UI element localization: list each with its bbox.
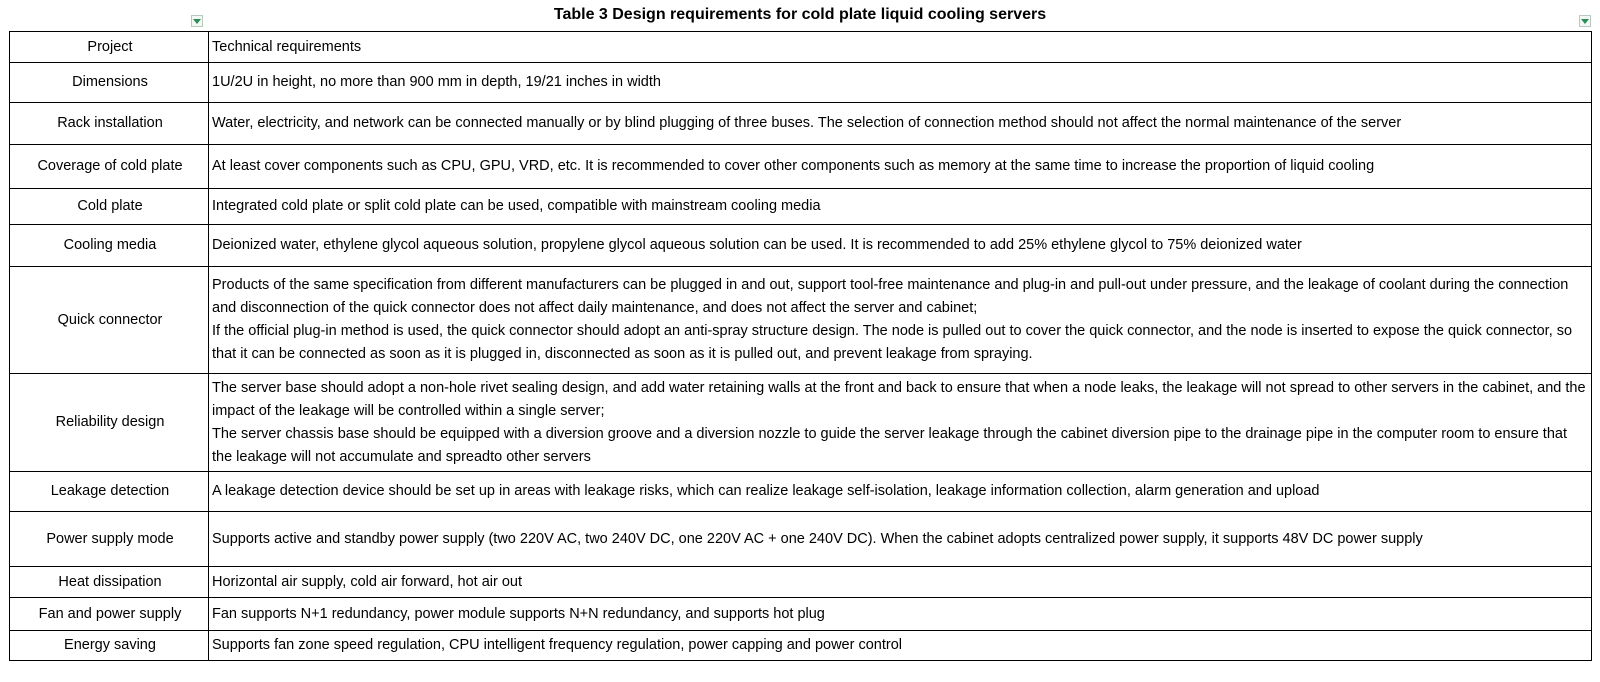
table-row bbox=[10, 567, 1592, 598]
header-technical-requirements: Technical requirements bbox=[209, 32, 1592, 63]
project-cell: Power supply mode bbox=[10, 512, 209, 567]
requirement-paragraph: The server chassis base should be equipped with a diversion groove and a diversion nozzle to guide the server leakage through the cabinet diversion pipe to the drainage pipe in the computer room to ensure that the leakage will not accumulate and spreadto other servers bbox=[212, 425, 1567, 465]
requirement-paragraph: At least cover components such as CPU, GPU, VRD, etc. It is recommended to cover other components such as memory at the same time to increase the proportion of liquid cooling bbox=[212, 158, 1375, 174]
requirements-cell bbox=[209, 567, 1592, 598]
project-cell: Cooling media bbox=[10, 225, 209, 267]
table-row bbox=[10, 189, 1592, 225]
requirement-paragraph: Supports active and standby power supply (two 220V AC, two 240V DC, one 220V AC + one 240V DC). When the cabinet adopts centralized power supply, it supports 48V DC power supply bbox=[212, 530, 1423, 547]
project-cell: Reliability design bbox=[10, 374, 209, 472]
requirements-cell bbox=[209, 63, 1592, 103]
table-row bbox=[10, 267, 1592, 374]
project-cell: Energy saving bbox=[10, 631, 209, 661]
requirement-paragraph: The server base should adopt a non-hole rivet sealing design, and add water retaining walls at the front and back to ensure that when a node leaks, the leakage will not spread to other servers in the cabinet, and the impact of the leakage will be controlled within a single server; bbox=[212, 379, 1586, 419]
project-cell: Dimensions bbox=[10, 63, 209, 103]
table-row bbox=[10, 631, 1592, 661]
table-row bbox=[10, 63, 1592, 103]
requirements-cell bbox=[209, 512, 1592, 567]
requirements-cell bbox=[209, 267, 1592, 374]
requirement-paragraph: Water, electricity, and network can be connected manually or by blind plugging of three buses. The selection of connection method should not affect the normal maintenance of the server bbox=[212, 115, 1402, 131]
header-project: Project bbox=[10, 32, 209, 63]
requirements-cell bbox=[209, 225, 1592, 267]
requirement-paragraph: Fan supports N+1 redundancy, power module supports N+N redundancy, and supports hot plug bbox=[212, 605, 825, 622]
project-cell: Coverage of cold plate bbox=[10, 145, 209, 189]
project-cell: Cold plate bbox=[10, 189, 209, 225]
requirements-cell bbox=[209, 189, 1592, 225]
requirement-paragraph: Supports fan zone speed regulation, CPU intelligent frequency regulation, power capping and power control bbox=[212, 637, 902, 653]
project-cell: Fan and power supply bbox=[10, 598, 209, 631]
project-cell: Quick connector bbox=[10, 267, 209, 374]
column-filter-dropdown-icon[interactable] bbox=[191, 15, 203, 27]
project-cell: Heat dissipation bbox=[10, 567, 209, 598]
requirements-cell bbox=[209, 631, 1592, 661]
project-cell: Leakage detection bbox=[10, 472, 209, 512]
project-cell: Rack installation bbox=[10, 103, 209, 145]
table-row bbox=[10, 103, 1592, 145]
requirement-paragraph: Integrated cold plate or split cold plate can be used, compatible with mainstream cooling media bbox=[212, 198, 821, 214]
table-title: Table 3 Design requirements for cold plate liquid cooling servers bbox=[553, 6, 1047, 23]
requirement-paragraph: 1U/2U in height, no more than 900 mm in depth, 19/21 inches in width bbox=[212, 74, 661, 90]
requirements-cell bbox=[209, 374, 1592, 472]
table-row bbox=[10, 512, 1592, 567]
table-row bbox=[10, 374, 1592, 472]
column-filter-dropdown-icon[interactable] bbox=[1579, 15, 1591, 27]
table-body bbox=[10, 32, 1592, 661]
triangle-down-icon bbox=[1581, 19, 1589, 24]
table-row bbox=[10, 225, 1592, 267]
requirement-paragraph: If the official plug-in method is used, the quick connector should adopt an anti-spray structure design. The node is pulled out to cover the quick connector, and the node is inserted to expose the quick connector, so that it can be connected as soon as it is plugged in, disconnected as soon as it is pulled out, and prevent leakage from spraying. bbox=[212, 323, 1573, 362]
requirements-cell bbox=[209, 103, 1592, 145]
table-header-row bbox=[10, 32, 1592, 63]
requirements-cell bbox=[209, 472, 1592, 512]
requirement-paragraph: Products of the same specification from different manufacturers can be plugged in and out, support tool-free maintenance and plug-in and pull-out under pressure, and the leakage of coolant during the connection and disconnection of the quick connector does not affect daily maintenance, and does not affect the server and cabinet; bbox=[212, 277, 1569, 316]
requirement-paragraph: Horizontal air supply, cold air forward, hot air out bbox=[212, 573, 523, 590]
table-row bbox=[10, 145, 1592, 189]
triangle-down-icon bbox=[193, 19, 201, 24]
requirements-cell bbox=[209, 598, 1592, 631]
requirement-paragraph: A leakage detection device should be set up in areas with leakage risks, which can realize leakage self-isolation, leakage information collection, alarm generation and upload bbox=[212, 483, 1320, 499]
table-row bbox=[10, 598, 1592, 631]
table-row bbox=[10, 472, 1592, 512]
requirement-paragraph: Deionized water, ethylene glycol aqueous solution, propylene glycol aqueous solution can be used. It is recommended to add 25% ethylene glycol to 75% deionized water bbox=[212, 237, 1302, 253]
requirements-table bbox=[9, 31, 1592, 661]
requirements-cell bbox=[209, 145, 1592, 189]
